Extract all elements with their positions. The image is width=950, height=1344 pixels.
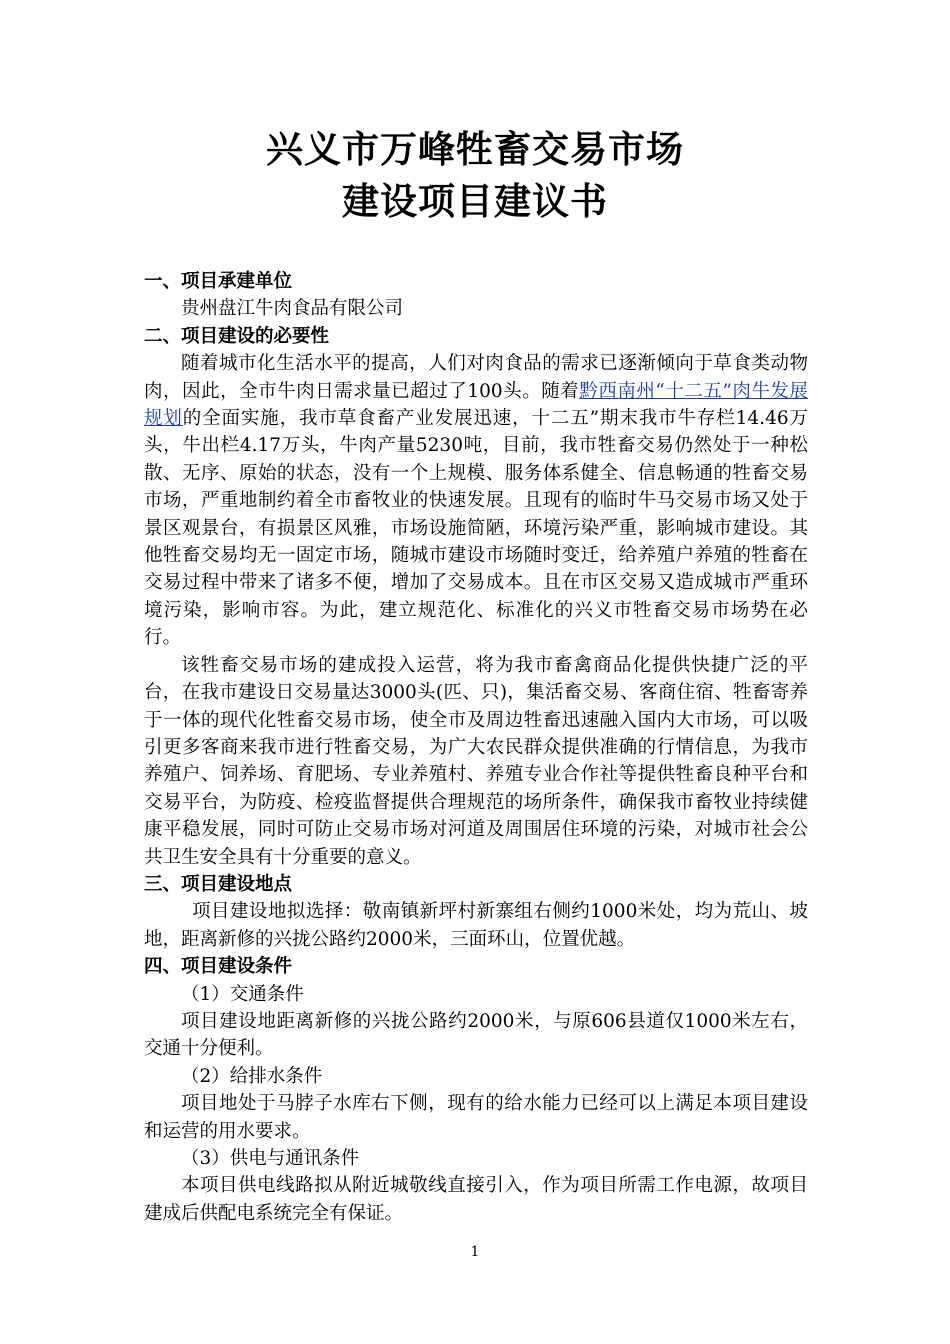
necessity-paragraph-1 [144,350,808,651]
document-title-line2: 建设项目建议书 [342,180,608,223]
page-number: 1 [470,1244,480,1260]
section-heading-contractor: 一、项目承建单位 [144,271,293,292]
necessity-text-before-link: 随着城市化生活水平的提高，人们对肉食品的需求已逐渐倾向于草食类动物肉，因此，全市牛肉日需求量已超过了100头。随着 [144,353,808,402]
document-title-line1: 兴义市万峰牲畜交易市场 [266,128,684,171]
plan-link[interactable]: 黔西南州“十二五”肉牛发展规划 [144,380,808,430]
contractor-name: 贵州盘江牛肉食品有限公司 [181,298,404,320]
necessity-paragraph-2: 该牲畜交易市场的建成投入运营，将为我市畜禽商品化提供快捷广泛的平台，在我市建设日交易量达3000头(匹、只)，集活畜交易、客商住宿、牲畜寄养于一体的现代化牲畜交易市场，使全市及周边牲畜迅速融入国内大市场，可以吸引更多客商来我市进行牲畜交易，为广大农民群众提供准确的行情信息，为我市养殖户、饲养场、育肥场、专业养殖村、养殖专业合作社等提供牲畜良种平台和交易平台，为防疫、检疫监督提供合理规范的场所条件，确保我市畜牧业持续健康平稳发展，同时可防止交易市场对河道及周围居住环境的污染，对城市社会公共卫生安全具有十分重要的意义。 [144,654,808,868]
section-heading-location: 三、项目建设地点 [144,873,293,895]
condition-text-water: 项目地处于马脖子水库右下侧，现有的给水能力已经可以上满足本项目建设和运营的用水要求。 [144,1093,808,1142]
document-body [144,268,808,1227]
condition-label-traffic: （1）交通条件 [181,983,304,1005]
location-paragraph: 项目建设地拟选择：敬南镇新坪村新寨组右侧约1000米处，均为荒山、坡地，距离新修的兴拢公路约2000米，三面环山，位置优越。 [144,901,808,950]
necessity-text-after-link: 的全面实施，我市草食畜产业发展迅速，十二五”期末我市牛存栏14.46万头，牛出栏4.17万头，牛肉产量5230吨，目前，我市牲畜交易仍然处于一种松散、无序、原始的状态，没有一个上规模、服务体系健全、信息畅通的牲畜交易市场，严重地制约着全市畜牧业的快速发展。且现有的临时牛马交易市场又处于景区观景台，有损景区风雅，市场设施简陋，环境污染严重，影响城市建设。其他牲畜交易均无一固定市场，随城市建设市场随时变迁，给养殖户养殖的牲畜在交易过程中带来了诸多不便，增加了交易成本。且在市区交易又造成城市严重环境污染，影响市容。为此，建立规范化、标准化的兴义市牲畜交易市场势在必行。 [144,408,808,649]
section-heading-conditions: 四、项目建设条件 [144,956,293,978]
section-heading-necessity: 二、项目建设的必要性 [144,325,330,347]
condition-label-water: （2）给排水条件 [181,1065,323,1087]
condition-text-traffic: 项目建设地距离新修的兴拢公路约2000米，与原606县道仅1000米左右，交通十分便利。 [144,1010,808,1060]
condition-label-power: （3）供电与通讯条件 [181,1148,360,1169]
condition-text-power: 本项目供电线路拟从附近城敬线直接引入，作为项目所需工作电源，故项目建成后供配电系统完全有保证。 [144,1175,808,1224]
